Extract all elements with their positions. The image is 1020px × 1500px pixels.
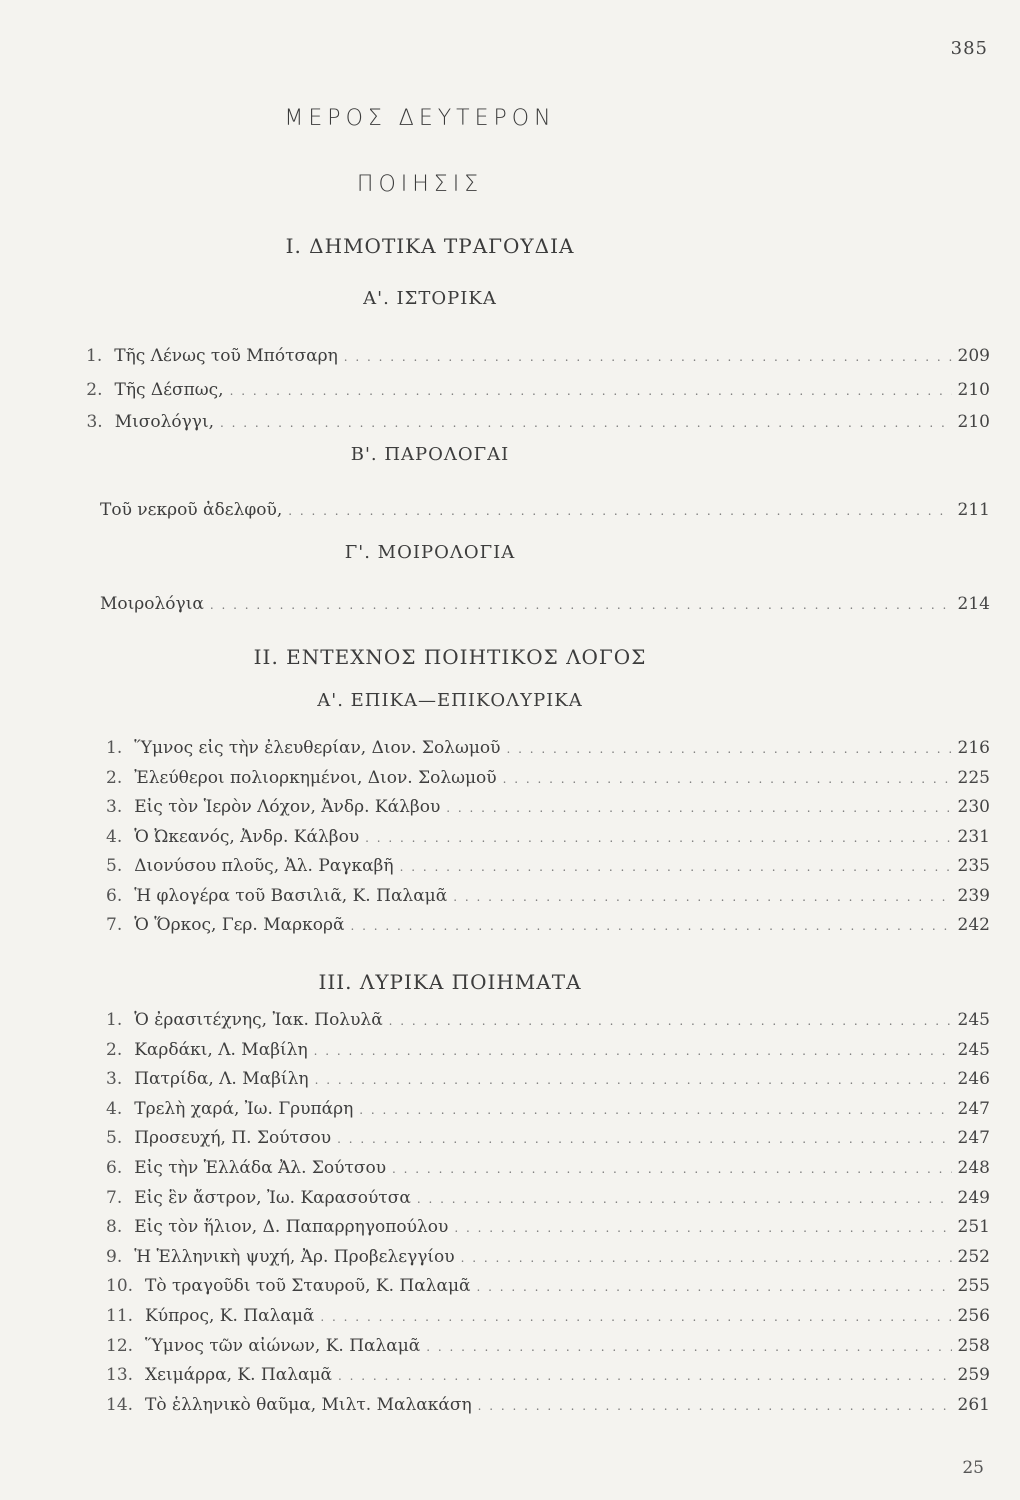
section-title-lyrika: ΙΙΙ. ΛΥΡΙΚΑ ΠΟΙΗΜΑΤΑ xyxy=(318,970,582,994)
toc-entry xyxy=(106,827,990,853)
dot-leader xyxy=(344,350,952,364)
entry-number: 2. xyxy=(86,380,103,400)
toc-entry xyxy=(106,797,990,823)
toc-entry xyxy=(106,1306,990,1332)
entry-page: 209 xyxy=(957,346,990,366)
dot-leader xyxy=(506,742,951,756)
entry-number: 8. xyxy=(106,1217,123,1238)
dot-leader xyxy=(230,384,952,398)
dot-leader xyxy=(426,1340,951,1354)
dot-leader xyxy=(478,1399,952,1413)
entry-title: Εἰς τὸν Ἱερὸν Λόχον, Ἀνδρ. Κάλβου xyxy=(134,797,441,817)
entry-number: 6. xyxy=(106,885,123,906)
entry-number: 14. xyxy=(106,1394,134,1415)
entry-number: 10. xyxy=(106,1276,134,1297)
entry-title: Ὁ Ὅρκος, Γερ. Μαρκορᾶ xyxy=(134,915,345,935)
toc-entry xyxy=(106,1247,990,1273)
subsection-title-parologai: Β'. ΠΑΡΟΛΟΓΑΙ xyxy=(350,444,510,465)
entry-number: 2. xyxy=(106,767,123,788)
toc-entry xyxy=(106,856,990,882)
entry-number: 7. xyxy=(106,1187,123,1208)
toc-entry xyxy=(106,1365,990,1391)
entry-page: 251 xyxy=(957,1217,990,1238)
toc-entry xyxy=(106,1128,990,1154)
entry-number: 12. xyxy=(106,1335,134,1356)
entry-title: Ὕμνος εἰς τὴν ἐλευθερίαν, Διον. Σολωμοῦ xyxy=(134,738,501,758)
entry-page: 235 xyxy=(957,856,990,876)
entry-page: 258 xyxy=(957,1335,990,1356)
toc-entry xyxy=(106,1217,990,1243)
entry-number: 6. xyxy=(106,1158,123,1178)
toc-entry xyxy=(106,915,990,941)
entry-number: 5. xyxy=(106,1128,123,1149)
entry-page: 259 xyxy=(957,1365,990,1386)
toc-entry xyxy=(106,768,990,794)
entry-title: Διονύσου πλοῦς, Ἀλ. Ραγκαβῆ xyxy=(134,856,394,876)
entry-page: 242 xyxy=(957,915,990,935)
entry-number: 3. xyxy=(106,797,123,817)
entry-title: Εἰς ἓν ἄστρον, Ἰω. Καρασούτσα xyxy=(134,1187,411,1208)
entry-number: 1. xyxy=(86,346,103,366)
subsection-title-moirologia: Γ'. ΜΟΙΡΟΛΟΓΙΑ xyxy=(344,542,516,563)
entry-page: 256 xyxy=(957,1306,990,1326)
toc-entry xyxy=(86,346,990,372)
entry-title: Ἐλεύθεροι πολιορκημένοι, Διον. Σολωμοῦ xyxy=(134,767,497,788)
entry-page: 216 xyxy=(957,738,990,758)
entry-page: 231 xyxy=(957,826,990,847)
entry-title: Εἰς τὴν Ἑλλάδα Ἀλ. Σούτσου xyxy=(134,1158,387,1178)
entry-title: Τῆς Λένως τοῦ Μπότσαρη xyxy=(114,346,338,366)
dot-leader xyxy=(453,890,951,904)
entry-title: Χειμάρρα, Κ. Παλαμᾶ xyxy=(145,1365,333,1386)
dot-leader xyxy=(461,1251,952,1265)
entry-number: 1. xyxy=(106,1010,123,1030)
entry-page: 261 xyxy=(957,1394,990,1415)
entry-title: Μισολόγγι, xyxy=(114,412,215,432)
dot-leader xyxy=(454,1221,951,1235)
toc-entry xyxy=(106,1158,990,1184)
entry-title: Προσευχή, Π. Σούτσου xyxy=(134,1128,332,1149)
dot-leader xyxy=(446,801,951,815)
entry-number: 4. xyxy=(106,1098,123,1119)
dot-leader xyxy=(392,1162,952,1176)
dot-leader xyxy=(417,1192,952,1206)
toc-entry xyxy=(106,1040,990,1066)
toc-entry xyxy=(106,1336,990,1362)
entry-title: Κύπρος, Κ. Παλαμᾶ xyxy=(145,1306,315,1326)
entry-number: 5. xyxy=(106,856,123,876)
entry-page: 252 xyxy=(957,1246,990,1267)
dot-leader xyxy=(338,1369,952,1383)
toc-entry xyxy=(100,594,990,620)
entry-title: Εἰς τὸν ἥλιον, Δ. Παπαρρηγοπούλου xyxy=(134,1217,449,1238)
dot-leader xyxy=(315,1073,952,1087)
entry-number: 7. xyxy=(106,915,123,935)
entry-page: 245 xyxy=(957,1010,990,1030)
toc-entry xyxy=(106,1276,990,1302)
dot-leader xyxy=(210,598,952,612)
entry-page: 247 xyxy=(957,1098,990,1119)
subsection-title-epika: Α'. ΕΠΙΚΑ—ΕΠΙΚΟΛΥΡΙΚΑ xyxy=(317,690,583,711)
dot-leader xyxy=(220,416,952,430)
entry-page: 245 xyxy=(957,1039,990,1060)
part-title: ΜΕΡΟΣ ΔΕΥΤΕΡΟΝ xyxy=(284,106,556,131)
entry-page: 246 xyxy=(957,1069,990,1090)
poetry-title: ΠΟΙΗΣΙΣ xyxy=(356,172,484,197)
entry-page: 255 xyxy=(957,1276,990,1297)
dot-leader xyxy=(337,1132,951,1146)
entry-title: Πατρίδα, Λ. Μαβίλη xyxy=(134,1069,309,1090)
dot-leader xyxy=(389,1014,952,1028)
toc-entry xyxy=(106,1188,990,1214)
entry-number: 11. xyxy=(106,1306,134,1326)
dot-leader xyxy=(320,1310,951,1324)
dot-leader xyxy=(314,1044,952,1058)
entry-page: 211 xyxy=(957,500,990,520)
entry-number: 4. xyxy=(106,826,123,847)
signature-number: 25 xyxy=(962,1458,984,1478)
toc-entry xyxy=(100,500,990,526)
subsection-title-istorika: Α'. ΙΣΤΟΡΙΚΑ xyxy=(363,288,497,309)
toc-entry xyxy=(106,1395,990,1421)
entry-page: 210 xyxy=(957,412,990,432)
entry-page: 249 xyxy=(957,1187,990,1208)
entry-title: Μοιρολόγια xyxy=(100,594,204,614)
entry-title: Τὸ τραγοῦδι τοῦ Σταυροῦ, Κ. Παλαμᾶ xyxy=(145,1276,471,1297)
toc-entry xyxy=(106,886,990,912)
entry-title: Ἡ Ἑλληνικὴ ψυχή, Ἀρ. Προβελεγγίου xyxy=(134,1246,455,1267)
section-title-dimotika: Ι. ΔΗΜΟΤΙΚΑ ΤΡΑΓΟΥΔΙΑ xyxy=(285,234,575,258)
toc-entry xyxy=(106,1010,990,1036)
entry-number: 3. xyxy=(86,412,103,432)
entry-title: Καρδάκι, Λ. Μαβίλη xyxy=(134,1039,308,1060)
dot-leader xyxy=(288,504,951,518)
entry-page: 248 xyxy=(957,1158,990,1178)
entry-title: Τῆς Δέσπως, xyxy=(114,380,224,400)
entry-number: 9. xyxy=(106,1246,123,1267)
entry-page: 225 xyxy=(957,767,990,788)
toc-entry xyxy=(106,738,990,764)
entry-title: Τοῦ νεκροῦ ἀδελφοῦ, xyxy=(100,500,283,520)
dot-leader xyxy=(400,860,952,874)
dot-leader xyxy=(359,1103,951,1117)
entry-title: Ἡ φλογέρα τοῦ Βασιλιᾶ, Κ. Παλαμᾶ xyxy=(134,885,448,906)
entry-title: Τὸ ἑλληνικὸ θαῦμα, Μιλτ. Μαλακάση xyxy=(145,1394,472,1415)
entry-page: 210 xyxy=(957,380,990,400)
page-number: 385 xyxy=(950,38,988,59)
entry-title: Ὁ ἐρασιτέχνης, Ἰακ. Πολυλᾶ xyxy=(134,1010,383,1030)
section-title-entexnos: ΙΙ. ΕΝΤΕΧΝΟΣ ΠΟΙΗΤΙΚΟΣ ΛΟΓΟΣ xyxy=(253,645,647,669)
dot-leader xyxy=(350,919,951,933)
toc-entry xyxy=(106,1099,990,1125)
entry-page: 214 xyxy=(957,594,990,614)
toc-entry xyxy=(106,1069,990,1095)
toc-entry xyxy=(86,380,990,406)
entry-number: 3. xyxy=(106,1069,123,1090)
entry-number: 2. xyxy=(106,1039,123,1060)
toc-entry xyxy=(86,412,990,438)
entry-number: 1. xyxy=(106,738,123,758)
dot-leader xyxy=(503,772,952,786)
entry-title: Τρελὴ χαρά, Ἰω. Γρυπάρη xyxy=(134,1098,354,1119)
entry-page: 239 xyxy=(957,885,990,906)
dot-leader xyxy=(365,831,951,845)
dot-leader xyxy=(477,1280,952,1294)
entry-title: Ὁ Ὠκεανός, Ἀνδρ. Κάλβου xyxy=(134,826,360,847)
entry-page: 247 xyxy=(957,1128,990,1149)
entry-page: 230 xyxy=(957,797,990,817)
entry-number: 13. xyxy=(106,1365,134,1386)
entry-title: Ὕμνος τῶν αἰώνων, Κ. Παλαμᾶ xyxy=(145,1335,421,1356)
